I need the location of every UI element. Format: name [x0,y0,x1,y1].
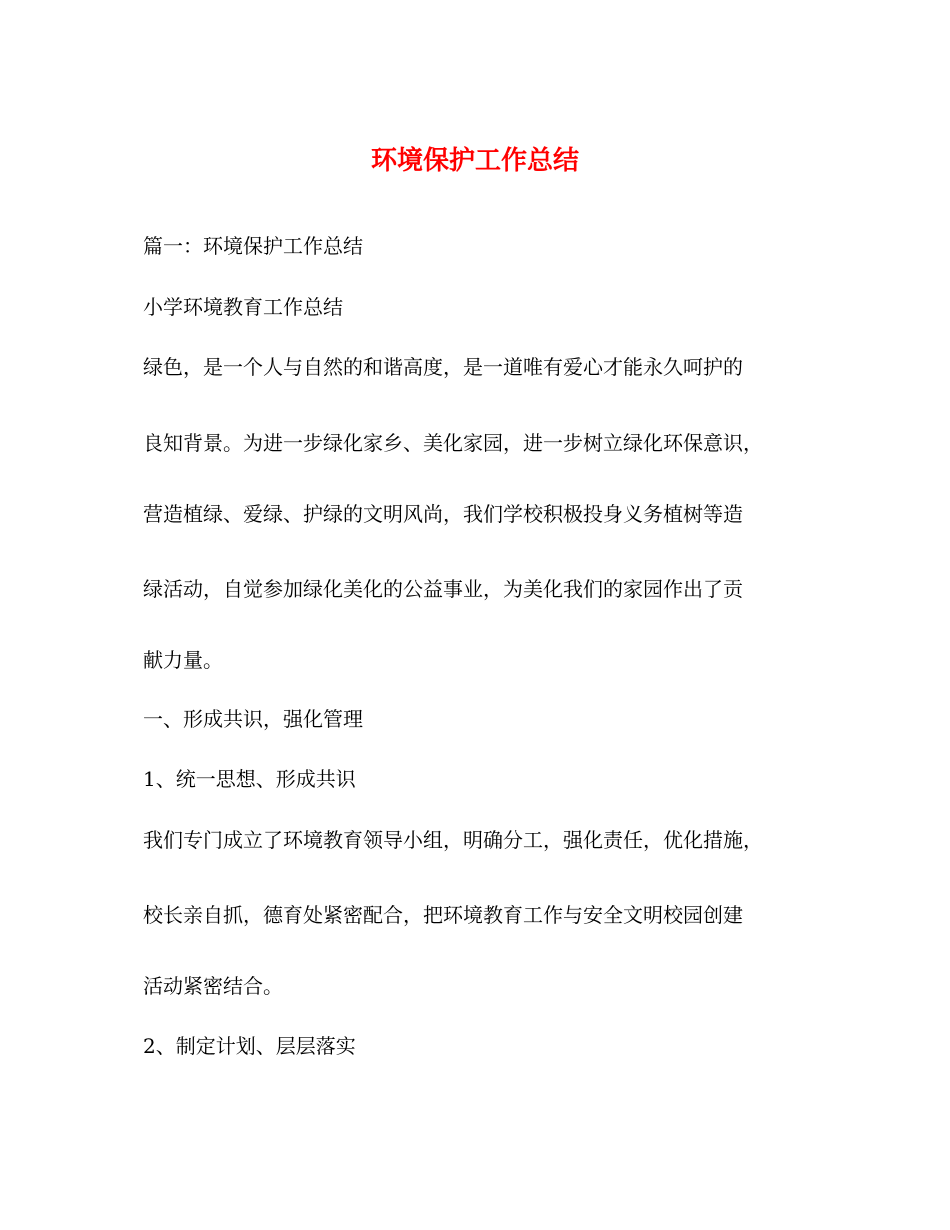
paragraph-line: 绿活动，自觉参加绿化美化的公益事业，为美化我们的家园作出了贡 [143,577,743,601]
section-heading-part-one: 篇一：环境保护工作总结 [143,234,363,258]
paragraph-line: 献力量。 [143,648,223,672]
paragraph-line: 良知背景。为进一步绿化家乡、美化家园，进一步树立绿化环保意识， [143,431,763,455]
document-title: 环境保护工作总结 [370,146,579,176]
paragraph-line: 绿色，是一个人与自然的和谐高度，是一道唯有爱心才能永久呵护的 [143,355,743,379]
subtitle: 小学环境教育工作总结 [143,295,343,319]
paragraph-line: 营造植绿、爱绿、护绿的文明风尚，我们学校积极投身义务植树等造 [143,502,743,526]
section-heading: 一、形成共识，强化管理 [143,707,363,731]
subsection-heading: 2、制定计划、层层落实 [143,1034,356,1058]
subsection-heading: 1、统一思想、形成共识 [143,767,356,791]
paragraph-line: 校长亲自抓，德育处紧密配合，把环境教育工作与安全文明校园创建 [143,903,743,927]
paragraph-line: 活动紧密结合。 [143,974,283,998]
paragraph-line: 我们专门成立了环境教育领导小组，明确分工，强化责任，优化措施， [143,828,763,852]
